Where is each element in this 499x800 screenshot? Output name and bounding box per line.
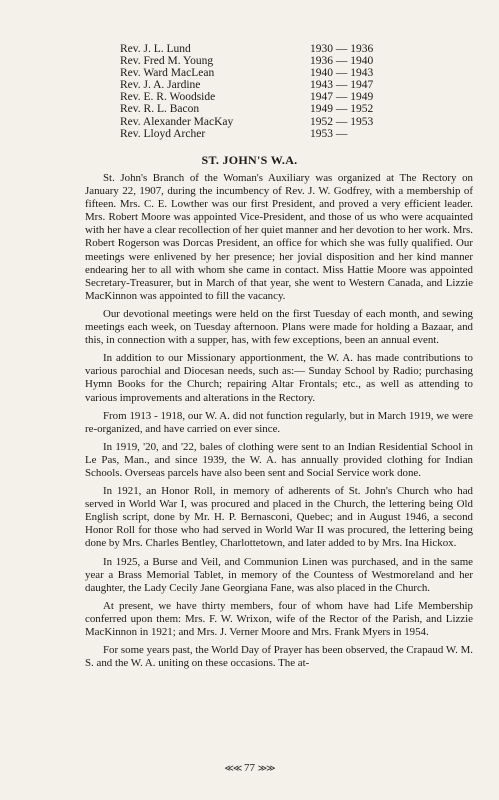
section-heading: ST. JOHN'S W.A.	[201, 153, 298, 167]
paragraph: From 1913 - 1918, our W. A. did not function regularly, but in March 1919, we were re-organized, and have carried on ever since.	[85, 409, 473, 435]
paragraph: At present, we have thirty members, four of whom have had Life Membership conferred upon them: Mrs. F. W. Wrixon, wife of the Rector of the Parish, and Lizzie MacKinnon in 1921; and Mrs. J. Verner Moore and Mrs. Frank Myers in 1954.	[85, 599, 473, 638]
rector-years: 1930 — 1936	[310, 43, 374, 55]
paragraph: Our devotional meetings were held on the first Tuesday of each month, and sewing meetings each week, on Tuesday afternoon. Plans were made for holding a Bazaar, and this, in connection with a supper, has, with few exceptions, been an annual event.	[85, 307, 473, 347]
section-body	[85, 172, 473, 675]
rector-name: Rev. Ward MacLean	[120, 67, 215, 80]
rector-name: Rev. J. L. Lund	[120, 43, 191, 55]
paragraph: In addition to our Missionary apportionment, the W. A. has made contributions to various parochial and Diocesan needs, such as:— Sunday School by Radio; purchasing Hymn Books for the Church; repairing Altar Frontals; etc., as well as attending to various improvements and alterations in the Rectory.	[85, 352, 473, 404]
rector-name: Rev. R. L. Bacon	[120, 103, 200, 116]
page-footer	[0, 762, 499, 774]
rector-years: 1949 — 1952	[310, 103, 374, 116]
rector-name: Rev. Fred M. Young	[120, 55, 214, 68]
rector-name: Rev. Alexander MacKay	[120, 115, 234, 128]
rector-row	[120, 91, 400, 103]
rector-row	[120, 67, 400, 79]
paragraph: In 1925, a Burse and Veil, and Communion Linen was purchased, and in the same year a Brass Memorial Tablet, in memory of the Countess of Westmoreland and her daughter, the Lady Cecily Jane Georgiana Fane, was also placed in the Church.	[85, 555, 473, 594]
paragraph: In 1921, an Honor Roll, in memory of adherents of St. John's Church who had served in World War I, was procured and placed in the Church, the lettering being Old English script, done by Mr. H. P. Bernasconi, Quebec; and in August 1946, a second Honor Roll for those who had served in World War II was procured, the lettering being done by Mrs. Charles Bentley, Charlottetown, and later added to by Mrs. Ina Hickox.	[85, 485, 473, 550]
rector-name: Rev. E. R. Woodside	[120, 91, 216, 104]
rector-name: Rev. J. A. Jardine	[120, 79, 201, 92]
ornament-right-icon: ≫≫	[257, 763, 275, 773]
rector-years: 1953 —	[310, 127, 348, 140]
rector-row	[120, 103, 400, 115]
rector-row	[120, 79, 400, 91]
rector-list	[120, 43, 400, 140]
rector-years: 1936 — 1940	[310, 55, 374, 68]
ornament-left-icon: ≪≪	[224, 763, 242, 773]
page-number: 77	[244, 762, 255, 774]
rector-row	[120, 128, 400, 140]
rector-years: 1947 — 1949	[310, 91, 374, 104]
rector-row	[120, 55, 400, 67]
rector-years: 1940 — 1943	[310, 67, 374, 80]
rector-row	[120, 43, 400, 55]
rector-years: 1952 — 1953	[310, 115, 374, 128]
rector-years: 1943 — 1947	[310, 79, 374, 92]
rector-name: Rev. Lloyd Archer	[120, 127, 206, 140]
paragraph: St. John's Branch of the Woman's Auxiliary was organized at The Rectory on January 22, 1907, during the incumbency of Rev. J. W. Godfrey, with a membership of fifteen. Mrs. C. E. Lowther was our first President, and proved a very efficient leader. Mrs. Robert Moore was appointed Vice-President, and those of us who were acquainted with her have a clear recollection of her quiet manner and her devotion to her work. Mrs. Robert Rogerson was Dorcas President, an office for which she was fully qualified. Our meetings were enlivened by her presence; her jovial disposition and her kind manner endearing her to all with whom she came in contact. Miss Hattie Moore was appointed Secretary-Treasurer, but in March of that year, she went to Western Canada, and Lizzie MacKinnon was appointed to fill the vacancy.	[85, 172, 473, 302]
paragraph: For some years past, the World Day of Prayer has been observed, the Crapaud W. M. S. and the W. A. uniting on these occasions. The at-	[85, 644, 473, 670]
paragraph: In 1919, '20, and '22, bales of clothing were sent to an Indian Residential School in Le Pas, Man., and since 1939, the W. A. has annually provided clothing for Indian Schools. Overseas parcels have also been sent and Social Service work done.	[85, 440, 473, 479]
rector-row	[120, 116, 400, 128]
